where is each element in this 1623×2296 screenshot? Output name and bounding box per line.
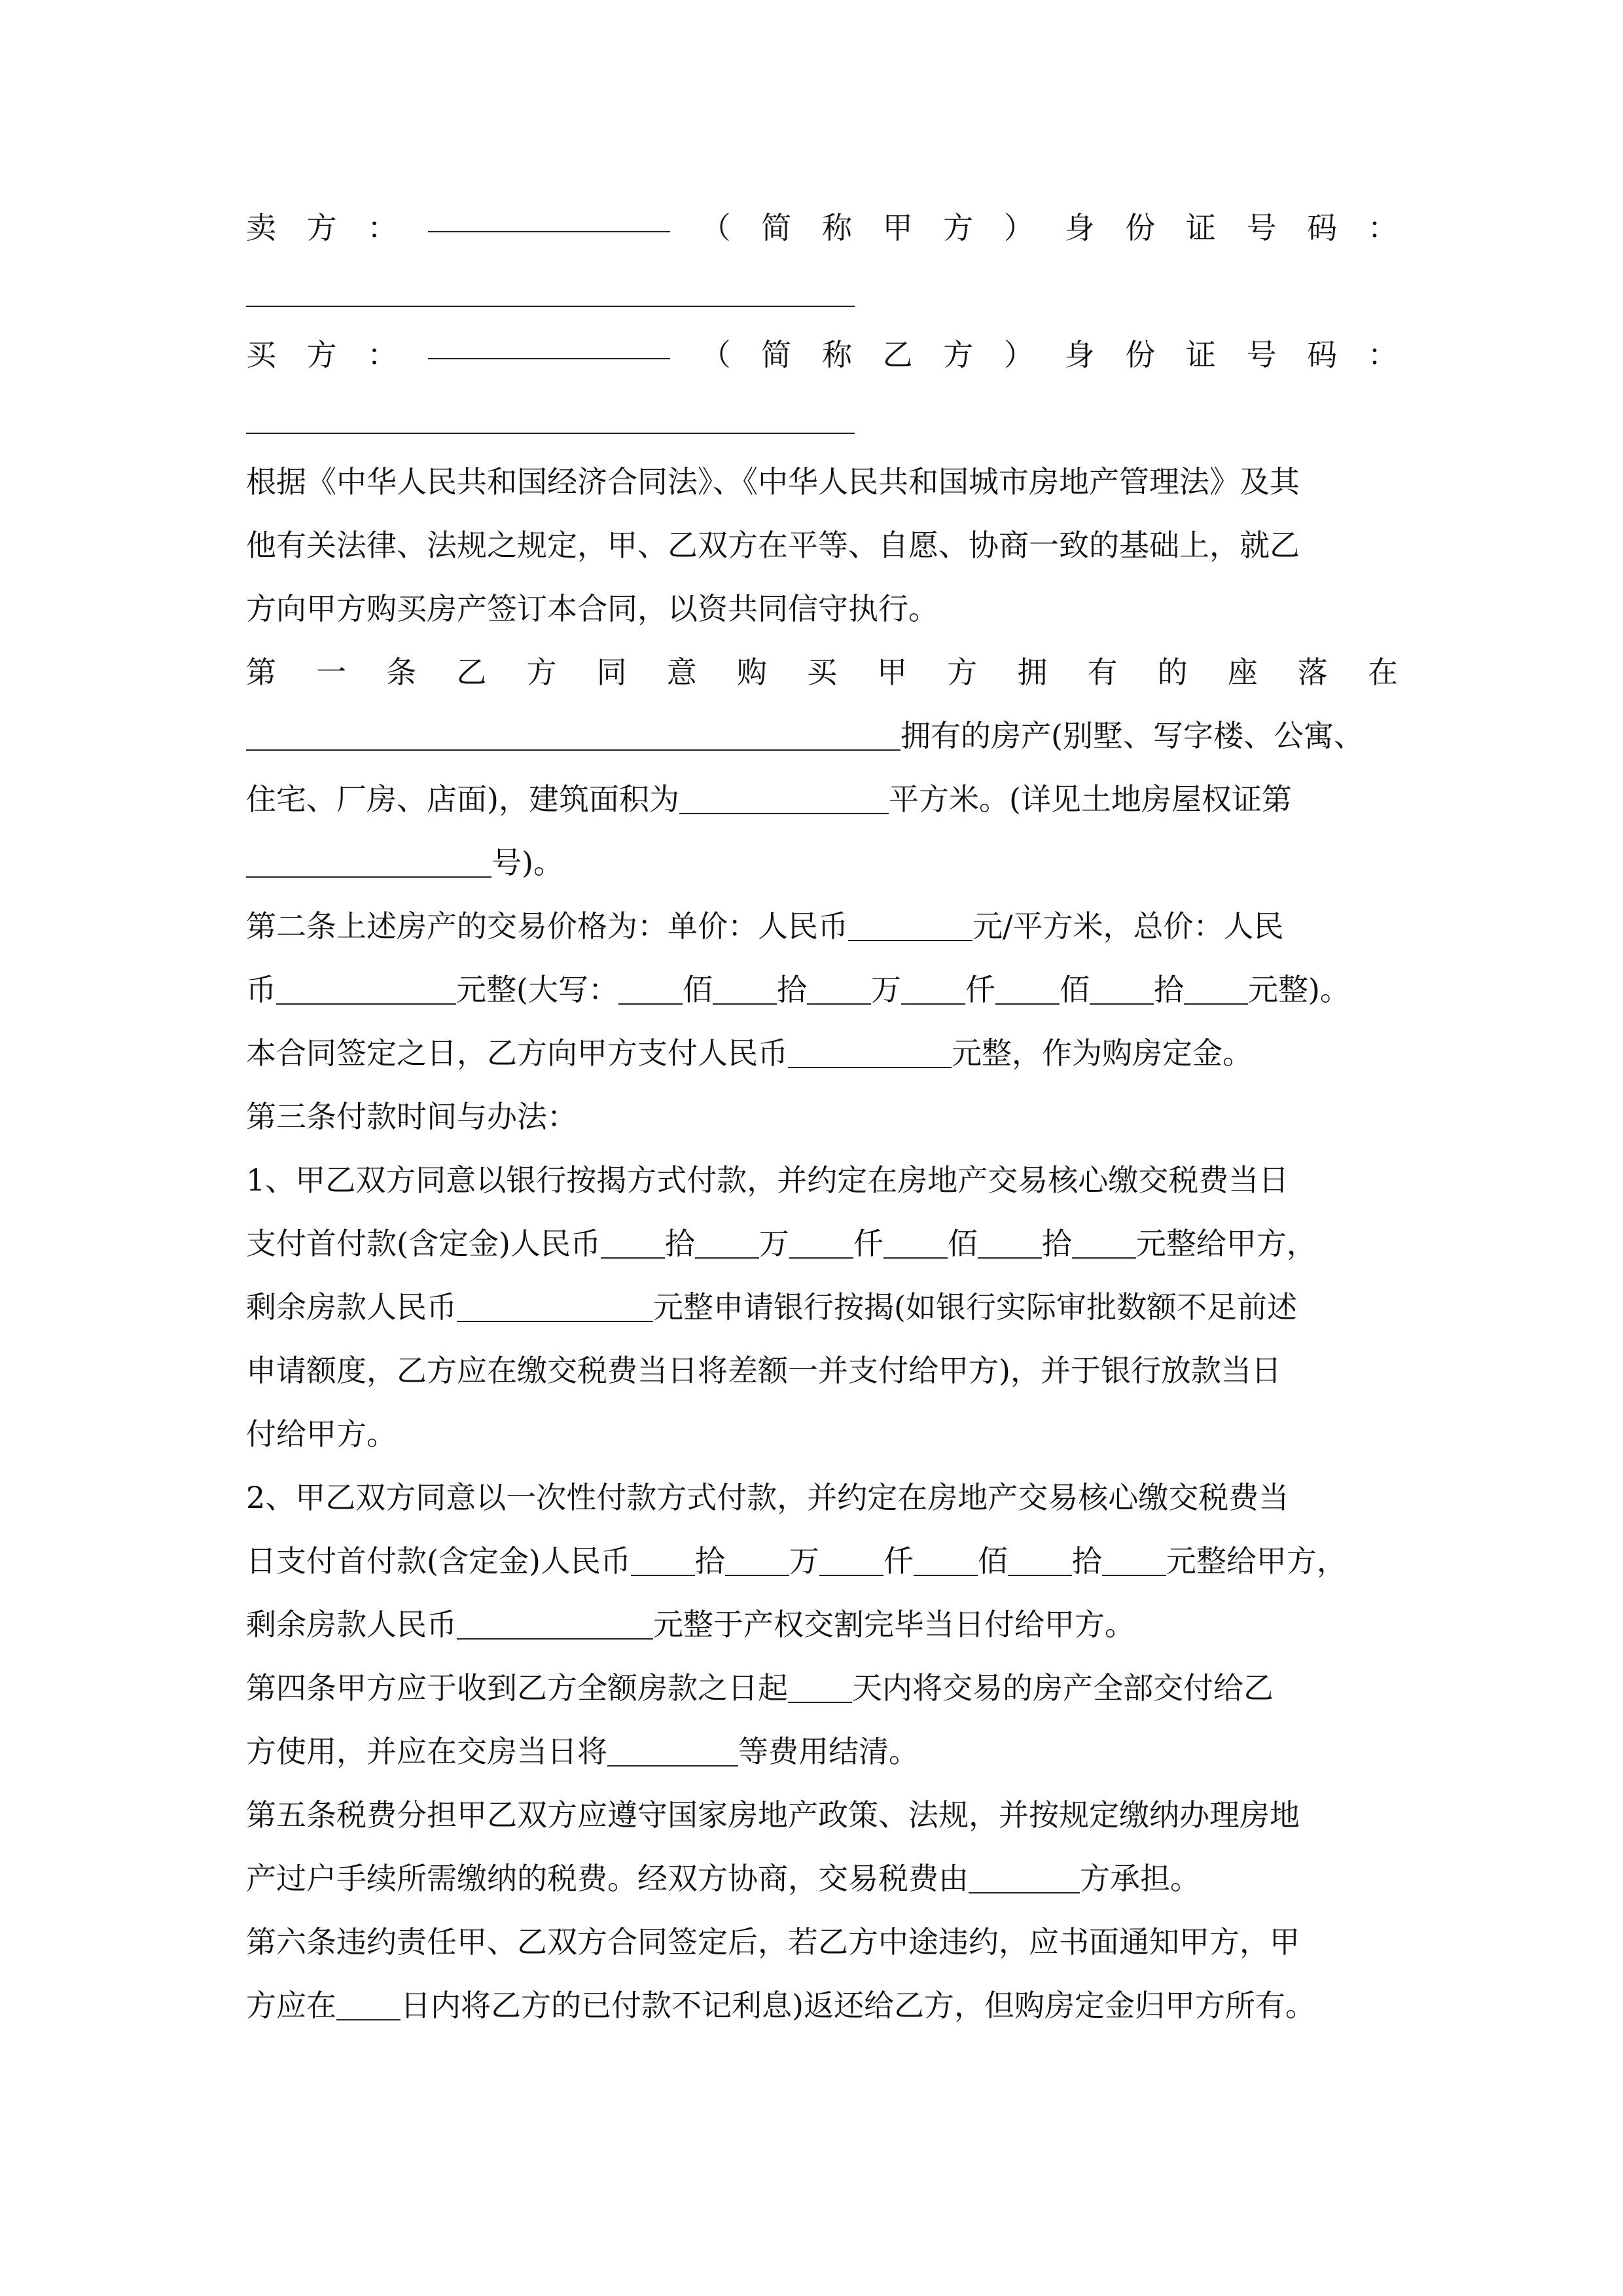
mortgage-text: 元整申请银行按揭(如银行实际审批数额不足前述: [653, 1289, 1297, 1325]
article-3-line: [246, 1212, 1398, 1276]
article-2-line: [246, 958, 1398, 1022]
down-payment-suffix: 元整给甲方，: [1135, 1226, 1317, 1261]
intro-line: 根据《中华人民共和国经济合同法》、《中华人民共和国城市房地产管理法》及其: [246, 464, 1300, 499]
article-6-line: [246, 1974, 1398, 2037]
seller-char: 份: [1125, 210, 1156, 245]
amount-blank[interactable]: [1184, 973, 1248, 1005]
art1-char: 有: [1087, 655, 1118, 690]
seller-char: 简: [761, 210, 792, 245]
amount-blank[interactable]: [901, 973, 965, 1005]
remaining-amount-blank[interactable]: [457, 1291, 653, 1322]
days-blank[interactable]: [788, 1672, 852, 1703]
fees-blank[interactable]: [607, 1735, 738, 1767]
refund-days-blank[interactable]: [336, 1989, 401, 2020]
unit-label: 拾: [694, 1543, 725, 1579]
seller-line: [246, 196, 1398, 260]
buyer-char: 方: [306, 337, 337, 372]
amount-blank[interactable]: [914, 1545, 978, 1576]
art1-char: 拥: [1017, 655, 1048, 690]
delivery-label: 第四条甲方应于收到乙方全额房款之日起: [246, 1670, 788, 1706]
buyer-char: 码: [1307, 337, 1338, 372]
fees-label: 方使用，并应在交房当日将: [246, 1734, 607, 1769]
article-1-line: [246, 768, 1398, 831]
buyer-char: 买: [246, 337, 276, 372]
article-3-line: [246, 1530, 1398, 1593]
article-4-line: [246, 1720, 1398, 1784]
art1-char: 在: [1368, 655, 1398, 690]
seller-char: 卖: [246, 210, 276, 245]
certificate-label: 平方米。(详见土地房屋权证第: [888, 781, 1292, 817]
refund-label: 方应在: [246, 1988, 336, 2023]
transfer-text: 元整于产权交割完毕当日付给甲方。: [653, 1607, 1135, 1642]
amount-blank[interactable]: [631, 1545, 695, 1576]
amount-blank[interactable]: [819, 1545, 883, 1576]
buyer-char: （: [700, 337, 731, 372]
seller-char: ：: [367, 210, 398, 245]
deposit-label: 本合同签定之日，乙方向甲方支付人民币: [246, 1035, 788, 1071]
remaining-label: 剩余房款人民币: [246, 1607, 457, 1642]
certificate-number-blank[interactable]: [246, 846, 491, 878]
buyer-char: 份: [1125, 337, 1156, 372]
uppercase-label: 元整(大写：: [456, 972, 618, 1007]
unit-label: 仟: [965, 972, 995, 1007]
unit-label: 拾: [1071, 1543, 1102, 1579]
area-label: 住宅、厂房、店面)，建筑面积为: [246, 781, 679, 817]
unit-price-blank[interactable]: [848, 910, 972, 941]
tax-suffix: 方承担。: [1080, 1861, 1200, 1896]
art1-char: 买: [807, 655, 837, 690]
amount-blank[interactable]: [1072, 1227, 1136, 1259]
unit-label: 仟: [883, 1543, 914, 1579]
seller-id-blank[interactable]: [246, 260, 1398, 323]
area-blank[interactable]: [679, 783, 889, 814]
article-5-line: 第五条税费分担甲乙双方应遵守国家房地产政策、法规，并按规定缴纳办理房地: [246, 1797, 1300, 1833]
tax-party-blank[interactable]: [969, 1862, 1080, 1893]
art1-char: 座: [1227, 655, 1258, 690]
art1-char: 的: [1157, 655, 1188, 690]
deposit-suffix: 元整，作为购房定金。: [952, 1035, 1253, 1071]
buyer-char: 方: [943, 337, 974, 372]
article-3-line: [246, 1593, 1398, 1657]
article-1-line: [246, 704, 1398, 768]
buyer-name-blank[interactable]: [428, 328, 670, 359]
unit-label: 万: [758, 1226, 789, 1261]
unit-label: 仟: [853, 1226, 883, 1261]
contract-body: [246, 196, 1398, 2037]
article-2-line: [246, 895, 1398, 958]
amount-blank[interactable]: [695, 1227, 759, 1259]
seller-char: 证: [1185, 210, 1216, 245]
unit-label: 万: [789, 1543, 819, 1579]
art1-char: 方: [947, 655, 978, 690]
article-3-line: 1、甲乙双方同意以银行按揭方式付款，并约定在房地产交易核心缴交税费当日: [246, 1162, 1289, 1198]
unit-label: 佰: [1059, 972, 1090, 1007]
seller-char: 方: [943, 210, 974, 245]
total-price-label: 元/平方米，总价：人民: [972, 908, 1284, 944]
down-payment-suffix: 元整给甲方，: [1166, 1543, 1347, 1579]
article-2-line: [246, 1022, 1398, 1085]
down-payment-label: 日支付首付款(含定金)人民币: [246, 1543, 631, 1579]
amount-blank[interactable]: [995, 973, 1060, 1005]
tax-label: 产过户手续所需缴纳的税费。经双方协商，交易税费由: [246, 1861, 969, 1896]
unit-price-label: 第二条上述房产的交易价格为：单价：人民币: [246, 908, 848, 944]
buyer-char: ）: [1003, 337, 1034, 372]
unit-label: 拾: [1153, 972, 1184, 1007]
article-1-line: [246, 831, 1398, 895]
art1-char: 意: [666, 655, 697, 690]
refund-text: 日内将乙方的已付款不记利息)返还给乙方，但购房定金归甲方所有。: [401, 1988, 1315, 2023]
total-price-blank[interactable]: [276, 973, 456, 1005]
unit-label: 拾: [664, 1226, 695, 1261]
article-6-line: 第六条违约责任甲、乙双方合同签定后，若乙方中途违约，应书面通知甲方，甲: [246, 1924, 1300, 1960]
unit-label: 佰: [682, 972, 713, 1007]
amount-blank[interactable]: [978, 1227, 1042, 1259]
seller-name-blank[interactable]: [428, 201, 670, 232]
buyer-id-blank[interactable]: [246, 387, 1398, 450]
buyer-line: [246, 323, 1398, 387]
buyer-char: 号: [1246, 337, 1277, 372]
intro-line: 方向甲方购买房产签订本合同，以资共同信守执行。: [246, 591, 938, 626]
buyer-char: ：: [367, 337, 398, 372]
seller-char: 号: [1246, 210, 1277, 245]
buyer-char: 乙: [882, 337, 913, 372]
down-payment-label: 支付首付款(含定金)人民币: [246, 1226, 601, 1261]
article-4-line: [246, 1657, 1398, 1720]
uppercase-suffix: 元整)。: [1247, 972, 1350, 1007]
amount-blank[interactable]: [883, 1227, 948, 1259]
article-5-line: [246, 1847, 1398, 1910]
art1-char: 方: [526, 655, 557, 690]
intro-line: 他有关法律、法规之规定，甲、乙双方在平等、自愿、协商一致的基础上，就乙: [246, 528, 1300, 563]
unit-label: 佰: [947, 1226, 978, 1261]
certificate-suffix: 号)。: [491, 845, 563, 880]
article-3-line: 付给甲方。: [246, 1416, 397, 1452]
art1-char: 条: [386, 655, 417, 690]
art1-char: 乙: [456, 655, 487, 690]
art1-char: 一: [316, 655, 347, 690]
amount-blank[interactable]: [1102, 1545, 1166, 1576]
article-3-title: 第三条付款时间与办法：: [246, 1099, 577, 1134]
unit-label: 万: [870, 972, 901, 1007]
remaining-label: 剩余房款人民币: [246, 1289, 457, 1325]
amount-blank[interactable]: [789, 1227, 853, 1259]
property-location-blank[interactable]: [246, 719, 901, 751]
seller-char: 方: [306, 210, 337, 245]
currency-label: 币: [246, 972, 276, 1007]
unit-label: 拾: [1041, 1226, 1072, 1261]
amount-blank[interactable]: [725, 1545, 789, 1576]
art1-char: 购: [736, 655, 767, 690]
article-3-line: 2、甲乙双方同意以一次性付款方式付款，并约定在房地产交易核心缴交税费当: [246, 1480, 1289, 1515]
delivery-text: 天内将交易的房产全部交付给乙: [852, 1670, 1274, 1706]
buyer-char: 证: [1185, 337, 1216, 372]
seller-char: （: [700, 210, 731, 245]
buyer-char: 简: [761, 337, 792, 372]
seller-char: ：: [1367, 210, 1398, 245]
seller-char: 码: [1307, 210, 1338, 245]
amount-blank[interactable]: [807, 973, 871, 1005]
seller-char: 甲: [882, 210, 913, 245]
amount-blank[interactable]: [1090, 973, 1154, 1005]
amount-blank[interactable]: [618, 973, 683, 1005]
article-3-line: [246, 1276, 1398, 1339]
remaining-amount-blank[interactable]: [457, 1608, 653, 1640]
seller-char: 称: [821, 210, 852, 245]
unit-label: 佰: [977, 1543, 1008, 1579]
amount-blank[interactable]: [1008, 1545, 1072, 1576]
fees-suffix: 等费用结清。: [738, 1734, 919, 1769]
article-3-line: 申请额度，乙方应在缴交税费当日将差额一并支付给甲方)，并于银行放款当日: [246, 1353, 1281, 1388]
seller-char: 身: [1064, 210, 1095, 245]
art1-char: 落: [1297, 655, 1328, 690]
buyer-char: 身: [1064, 337, 1095, 372]
amount-blank[interactable]: [713, 973, 777, 1005]
article-1-heading: [246, 641, 1398, 704]
seller-char: ）: [1003, 210, 1034, 245]
art1-char: 第: [246, 655, 276, 690]
deposit-blank[interactable]: [788, 1037, 952, 1068]
buyer-char: 称: [821, 337, 852, 372]
amount-blank[interactable]: [601, 1227, 665, 1259]
art1-char: 同: [596, 655, 627, 690]
property-type-text: 拥有的房产(别墅、写字楼、公寓、: [901, 718, 1364, 753]
unit-label: 拾: [776, 972, 807, 1007]
art1-char: 甲: [877, 655, 908, 690]
buyer-char: ：: [1367, 337, 1398, 372]
